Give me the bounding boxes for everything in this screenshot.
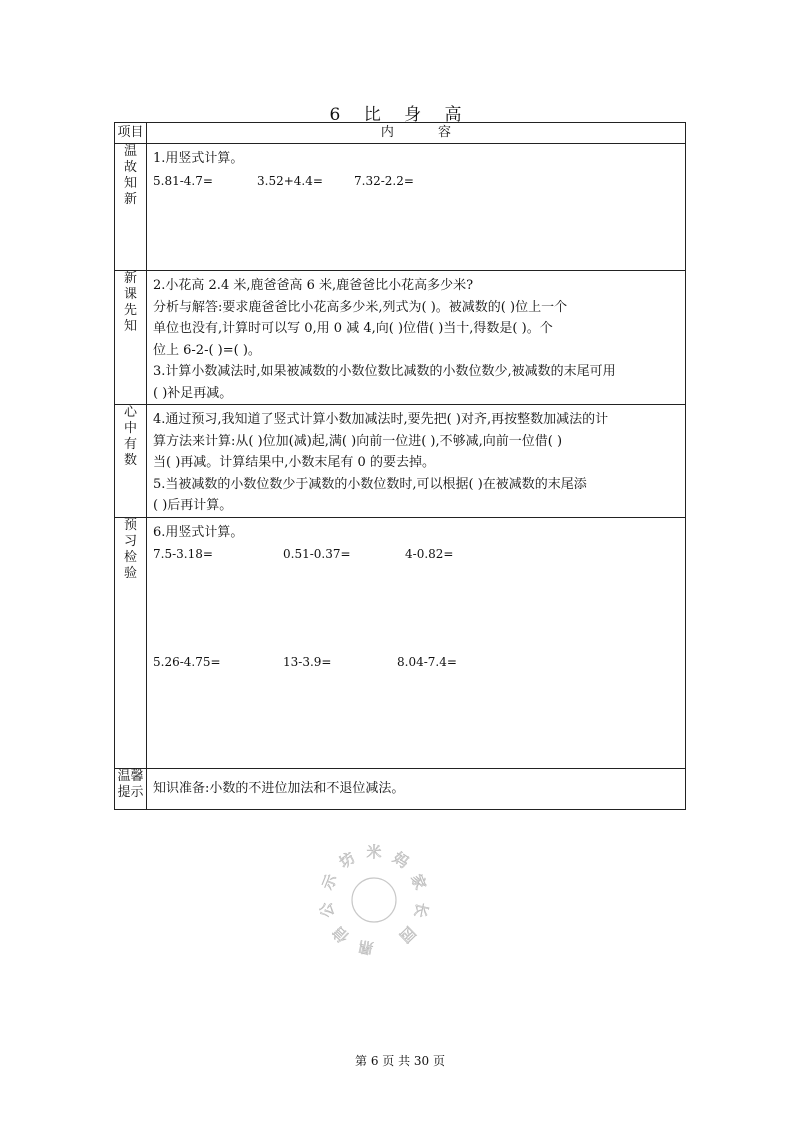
- page-footer: 第 6 页 共 30 页: [355, 1054, 445, 1068]
- stamp-char: 园: [395, 922, 419, 947]
- section-row-tips: [115, 768, 686, 809]
- stamp-char: 信: [329, 922, 353, 947]
- question-4: 当( )再减。计算结果中,小数末尾有 0 的要去掉。: [153, 455, 435, 470]
- question-2: 2.小花高 2.4 米,鹿爸爸高 6 米,鹿爸爸比小花高多少米?: [153, 278, 474, 293]
- page-title: 6 比 身 高: [329, 105, 471, 125]
- question-1: 1.用竖式计算。: [153, 151, 244, 166]
- section-content-check: [147, 517, 686, 768]
- calc-row: [153, 652, 677, 674]
- section-label-cell: [115, 768, 147, 809]
- section-row-preview: [115, 271, 686, 405]
- calc-item: 8.04-7.4=: [397, 654, 457, 669]
- section-row-check: [115, 517, 686, 768]
- calc-item: 0.51-0.37=: [283, 547, 351, 561]
- calc-row: [153, 544, 677, 566]
- section-content-mastery: [147, 405, 686, 518]
- calc-item: 13-3.9=: [283, 654, 332, 669]
- stamp-lettering: [317, 843, 432, 957]
- question-2-analysis: 单位也没有,计算时可以写 0,用 0 减 4,向( )位借( )当十,得数是( )。个: [153, 321, 553, 336]
- section-label-preview: 新课先知: [123, 271, 137, 334]
- worksheet-table: [114, 122, 686, 810]
- stamp-char: 鼎: [356, 937, 375, 958]
- question-3: ( )补足再减。: [153, 385, 233, 401]
- tip-text: 知识准备:小数的不进位加法和不退位减法。: [153, 780, 405, 796]
- calc-item: 3.52+4.4=: [257, 173, 323, 188]
- section-label-cell: [115, 517, 147, 768]
- calc-item: 4-0.82=: [405, 547, 454, 561]
- question-4: 算方法来计算:从( )位加(减)起,满( )向前一位进( ),不够减,向前一位借( ): [153, 433, 563, 449]
- header-item-label: 项目: [117, 125, 144, 140]
- section-label-cell: [115, 405, 147, 518]
- section-label-review: 温故知新: [123, 144, 137, 207]
- section-label-mastery: 心中有数: [123, 405, 137, 468]
- question-6: 6.用竖式计算。: [153, 524, 244, 540]
- question-3: 3.计算小数减法时,如果被减数的小数位数比减数的小数位数少,被减数的末尾可用: [153, 364, 616, 379]
- section-row-review: [115, 144, 686, 271]
- stamp-char: 公: [316, 900, 338, 920]
- section-label-tips: 温馨提示: [117, 768, 144, 800]
- question-5: ( )后再计算。: [153, 498, 233, 513]
- stamp-char: 妈: [389, 848, 413, 872]
- section-label-cell: [115, 271, 147, 405]
- question-4: 4.通过预习,我知道了竖式计算小数加减法时,要先把( )对齐,再按整数加减法的计: [153, 412, 609, 427]
- calc-item: 7.5-3.18=: [153, 547, 213, 561]
- stamp-char: 坊: [335, 848, 359, 872]
- question-2-analysis: 分析与解答:要求鹿爸爸比小花高多少米,列式为( )。被减数的( )位上一个: [153, 299, 568, 315]
- stamp-char: 米: [366, 843, 382, 861]
- table-header-row: [115, 123, 686, 144]
- calc-item: 5.81-4.7=: [153, 173, 213, 188]
- header-content-cell: 内 容: [147, 123, 686, 144]
- section-content-review: [147, 144, 686, 271]
- section-row-mastery: [115, 405, 686, 518]
- section-content-preview: [147, 271, 686, 405]
- stamp-char: 示: [318, 871, 341, 893]
- calc-item: 7.32-2.2=: [354, 173, 414, 188]
- stamp-char: 长: [410, 900, 432, 920]
- question-2-analysis: 位上 6-2-( )=( )。: [153, 342, 261, 358]
- header-item-cell: [115, 123, 147, 144]
- section-label-check: 预习检验: [123, 517, 137, 581]
- watermark-stamp: [310, 836, 438, 964]
- calc-item: 5.26-4.75=: [153, 654, 221, 669]
- question-5: 5.当被减数的小数位数少于减数的小数位数时,可以根据( )在被减数的末尾添: [153, 476, 587, 492]
- section-label-cell: [115, 144, 147, 271]
- stamp-char: 家: [407, 871, 430, 893]
- stamp-inner-ring: [352, 878, 396, 922]
- section-content-tips: [147, 768, 686, 809]
- calc-row: [153, 171, 677, 193]
